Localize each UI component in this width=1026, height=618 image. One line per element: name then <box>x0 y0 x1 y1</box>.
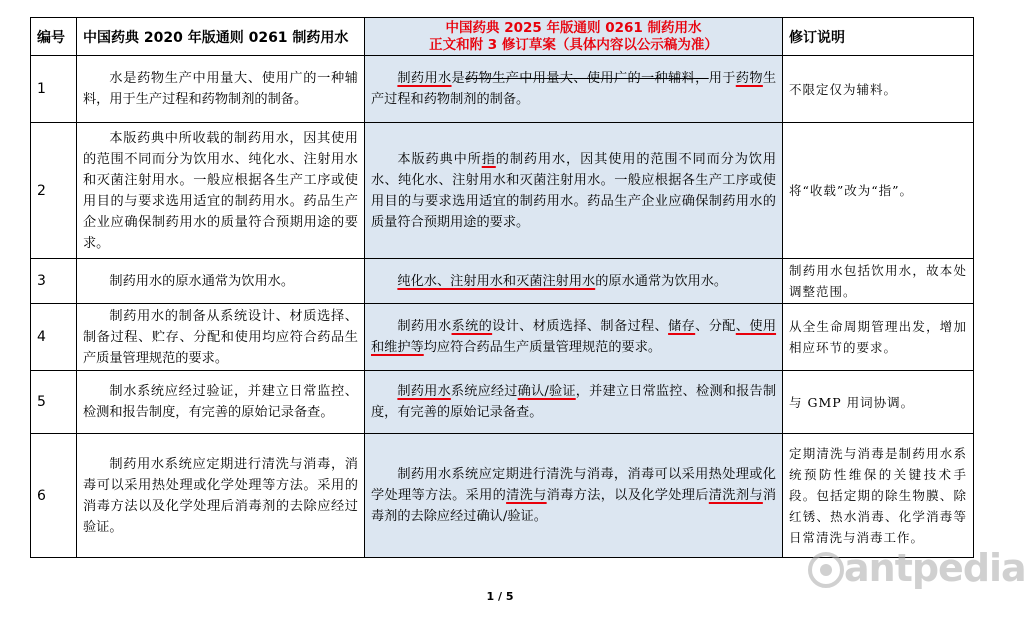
unchanged-text: 、分配 <box>695 319 736 334</box>
note-cell: 与 GMP 用词协调。 <box>783 371 974 434</box>
note-cell: 不限定仅为辅料。 <box>783 56 974 123</box>
page-number: 1 / 5 <box>486 590 514 603</box>
inserted-text: 确认/验证 <box>517 384 576 399</box>
unchanged-text: 系统应经过 <box>450 384 518 399</box>
inserted-text: 系统的 <box>451 319 493 334</box>
old-text-cell: 制水系统应经过验证，并建立日常监控、检测和报告制度，有完善的原始记录备查。 <box>77 371 365 434</box>
old-text-cell: 制药用水系统应定期进行清洗与消毒，消毒可以采用热处理或化学处理等方法。采用的消毒方法以及化学处理后消毒剂的去除应经过验证。 <box>77 434 365 558</box>
note-cell: 定期清洗与消毒是制药用水系统预防性维保的关键技术手段。包括定期的除生物膜、除红锈、热水消毒、化学消毒等日常清洗与消毒工作。 <box>783 434 974 558</box>
old-text-cell: 制药用水的原水通常为饮用水。 <box>77 259 365 304</box>
unchanged-text: 本版药典中所 <box>397 151 482 167</box>
unchanged-text: 的原水通常为饮用水。 <box>595 273 728 289</box>
new-text-cell <box>365 123 783 259</box>
unchanged-text: 消毒方法，以及化学处理后 <box>546 488 709 503</box>
header-row <box>31 18 974 56</box>
table-row <box>31 56 974 123</box>
note-cell: 从全生命周期管理出发，增加相应环节的要求。 <box>783 304 974 371</box>
unchanged-text: ，并建立日常监控、检测和报告制度，有完善的原始记录备查。 <box>371 384 777 420</box>
unchanged-text: 是 <box>451 71 466 86</box>
header-new-text <box>365 18 783 56</box>
inserted-text: 清洗剂与 <box>708 488 763 503</box>
inserted-text: 制药用水 <box>397 71 452 86</box>
unchanged-text: 用于 <box>708 71 736 86</box>
row-number: 5 <box>31 371 77 434</box>
table-row <box>31 259 974 304</box>
watermark-text: antpedia <box>844 546 1026 590</box>
unchanged-text: 的制药用水，因其使用的范围不同而分为饮用水、纯化水、注射用水和灭菌注射用水。一般应根据各生产工序或使用目的与要求选用适宜的制药用水。药品生产企业应确保制药用水的质量符合预期用途的要求。 <box>371 151 777 230</box>
new-text-cell <box>365 434 783 558</box>
watermark-logo-icon <box>806 550 846 590</box>
table-row <box>31 434 974 558</box>
inserted-text: 纯化水、注射用水和灭菌注射用水 <box>397 273 596 289</box>
unchanged-text: 消毒剂的去除应经过确认/验证。 <box>371 488 777 524</box>
row-number: 6 <box>31 434 77 558</box>
header-new-line1: 中国药典 2025 年版通则 0261 制药用水 <box>445 19 702 36</box>
inserted-text: 、使用和维护等 <box>371 319 777 355</box>
new-text-cell <box>365 371 783 434</box>
row-number: 2 <box>31 123 77 259</box>
unchanged-text: 制药用水系统应定期进行清洗与消毒，消毒可以采用热处理或化学处理等方法。采用的 <box>371 467 776 503</box>
unchanged-text: 生产过程和药物制剂的制备。 <box>371 71 777 107</box>
inserted-text: 清洗与 <box>506 488 547 503</box>
new-text-cell <box>365 56 783 123</box>
old-text-cell: 本版药典中所收载的制药用水，因其使用的范围不同而分为饮用水、纯化水、注射用水和灭菌注射用水。一般应根据各生产工序或使用目的与要求选用适宜的制药用水。药品生产企业应确保制药用水的质量符合预期用途的要求。 <box>77 123 365 259</box>
new-text-cell <box>365 259 783 304</box>
unchanged-text: 设计、材质选择、制备过程、 <box>492 319 669 334</box>
header-note: 修订说明 <box>783 18 974 56</box>
unchanged-text: 制药用水 <box>397 319 452 334</box>
note-cell: 将“收载”改为“指”。 <box>783 123 974 259</box>
unchanged-text: 均应符合药品生产质量管理规范的要求。 <box>423 340 662 355</box>
row-number: 3 <box>31 259 77 304</box>
old-text-cell: 水是药物生产中用量大、使用广的一种辅料，用于生产过程和药物制剂的制备。 <box>77 56 365 123</box>
inserted-text: 药物 <box>735 71 763 86</box>
inserted-text: 制药用水 <box>397 384 451 399</box>
row-number: 4 <box>31 304 77 371</box>
header-new-line2: 正文和附 3 修订草案（具体内容以公示稿为准） <box>429 36 718 53</box>
row-number: 1 <box>31 56 77 123</box>
header-no: 编号 <box>31 18 77 56</box>
note-cell: 制药用水包括饮用水，故本处调整范围。 <box>783 259 974 304</box>
new-text-cell <box>365 304 783 371</box>
table-row <box>31 123 974 259</box>
revision-table <box>30 17 974 558</box>
old-text-cell: 制药用水的制备从系统设计、材质选择、制备过程、贮存、分配和使用均应符合药品生产质量管理规范的要求。 <box>77 304 365 371</box>
table-row <box>31 371 974 434</box>
table-row <box>31 304 974 371</box>
inserted-text: 储存 <box>668 319 696 334</box>
deleted-text: 药物生产中用量大、使用广的一种辅料， <box>465 71 709 86</box>
header-old-text: 中国药典 2020 年版通则 0261 制药用水 <box>77 18 365 56</box>
inserted-text: 指 <box>481 151 496 167</box>
